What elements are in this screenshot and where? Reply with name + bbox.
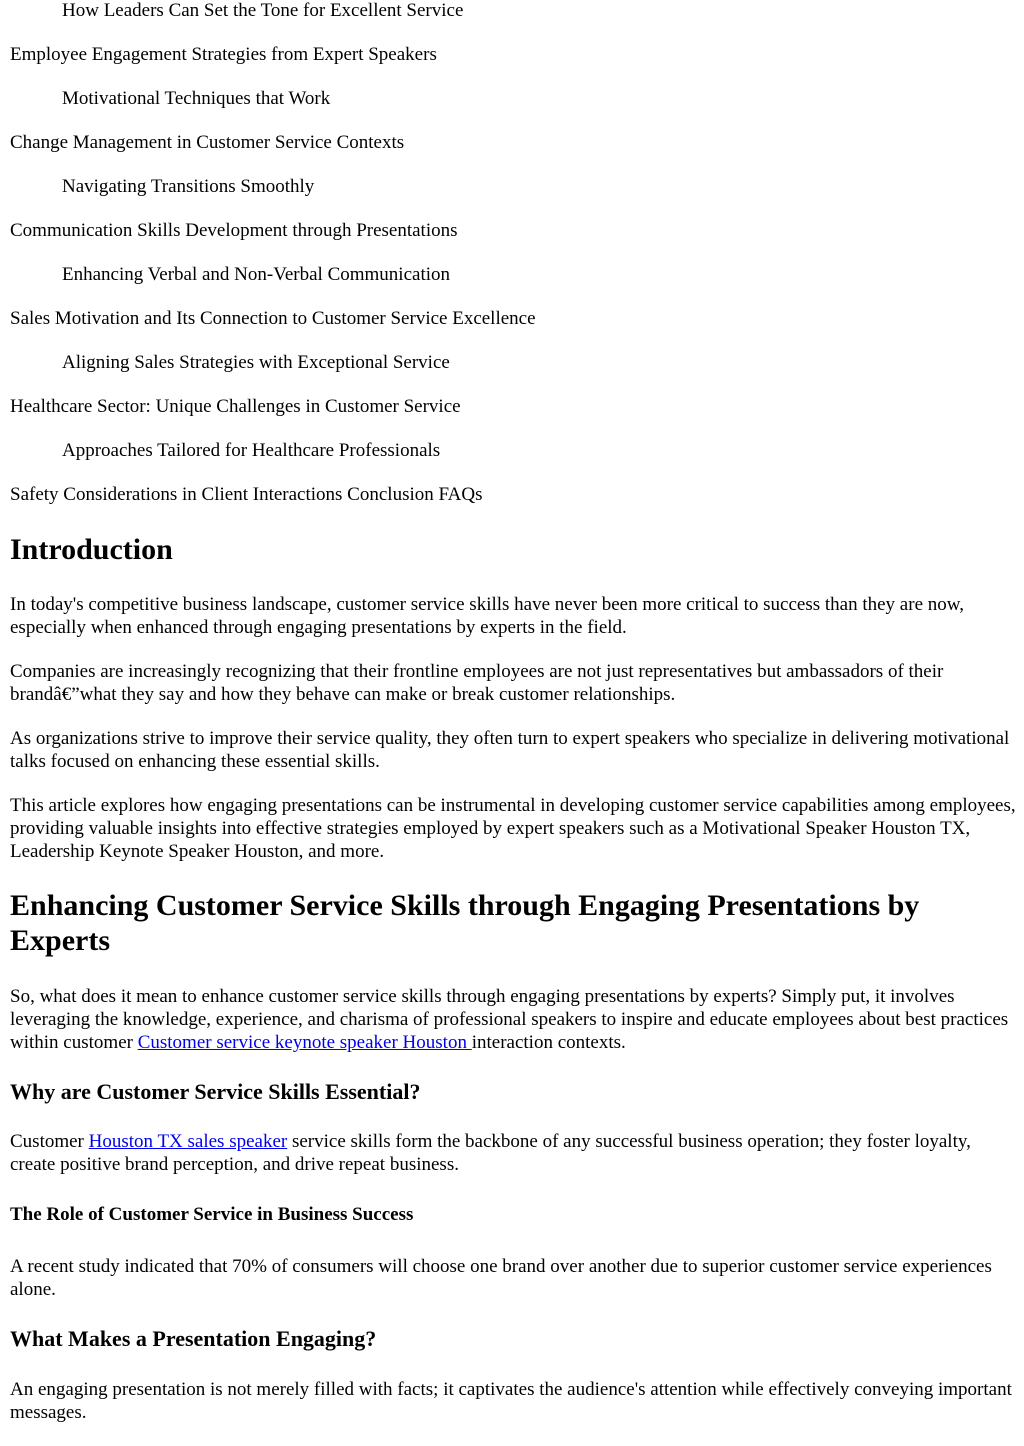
toc-item: Communication Skills Development through Presentations <box>10 220 458 241</box>
section-text-before: So, what does it mean to enhance customer service skills through engaging presentations by experts? Simply put, it involves leveraging the knowledge, experience, and charisma of professional speakers to inspire and educate employees about best practices within customer <box>10 986 1009 1053</box>
intro-paragraph-1: In today's competitive business landscape, customer service skills have never been more critical to success than they are now, especially when enhanced through engaging presentations by experts in the field. <box>10 594 964 638</box>
sales-speaker-link[interactable]: Houston TX sales speaker <box>88 1131 288 1152</box>
toc-item: Healthcare Sector: Unique Challenges in Customer Service <box>10 396 461 417</box>
toc-item: Employee Engagement Strategies from Expert Speakers <box>10 44 437 65</box>
section-text-after: interaction contexts. <box>471 1032 626 1053</box>
toc-item: Navigating Transitions Smoothly <box>62 176 315 197</box>
engaging-heading: What Makes a Presentation Engaging? <box>10 1326 377 1351</box>
toc-item: Motivational Techniques that Work <box>62 88 331 109</box>
keynote-speaker-link[interactable]: Customer service keynote speaker Houston <box>137 1032 472 1053</box>
intro-paragraph-2: Companies are increasingly recognizing that their frontline employees are not just representatives but ambassadors of their brandâ€”what they say and how they behave can make or break customer relationships. <box>10 661 944 705</box>
intro-heading: Introduction <box>10 533 173 566</box>
table-of-contents <box>10 0 536 528</box>
section-paragraph <box>10 985 1016 1054</box>
engaging-paragraph: An engaging presentation is not merely filled with facts; it captivates the audience's attention while effectively conveying important messages. <box>10 1379 1012 1423</box>
toc-item: How Leaders Can Set the Tone for Excellent Service <box>62 0 464 21</box>
why-text-before: Customer <box>10 1131 89 1152</box>
why-heading: Why are Customer Service Skills Essential? <box>10 1079 421 1104</box>
intro-paragraph-3: As organizations strive to improve their service quality, they often turn to expert speakers who specialize in delivering motivational talks focused on enhancing these essential skills. <box>10 728 1010 772</box>
role-paragraph: A recent study indicated that 70% of consumers will choose one brand over another due to superior customer service experiences alone. <box>10 1256 992 1300</box>
why-text-after: service skills form the backbone of any successful business operation; they foster loyalty, create positive brand perception, and drive repeat business. <box>10 1131 971 1175</box>
toc-item: Aligning Sales Strategies with Exceptional Service <box>62 352 450 373</box>
why-paragraph <box>10 1130 1016 1176</box>
intro-paragraph-4: This article explores how engaging presentations can be instrumental in developing customer service capabilities among employees, providing valuable insights into effective strategies employed by expert speakers such as a Motivational Speaker Houston TX, Leadership Keynote Speaker Houston, and more. <box>10 795 1016 862</box>
toc-item: Change Management in Customer Service Contexts <box>10 132 405 153</box>
toc-item: Sales Motivation and Its Connection to Customer Service Excellence <box>10 308 536 329</box>
toc-item: Safety Considerations in Client Interactions Conclusion FAQs <box>10 484 483 505</box>
section-heading: Enhancing Customer Service Skills through Engaging Presentations by Experts <box>10 889 920 957</box>
role-heading: The Role of Customer Service in Business Success <box>10 1204 414 1225</box>
toc-item: Enhancing Verbal and Non-Verbal Communication <box>62 264 450 285</box>
toc-item: Approaches Tailored for Healthcare Professionals <box>62 440 441 461</box>
